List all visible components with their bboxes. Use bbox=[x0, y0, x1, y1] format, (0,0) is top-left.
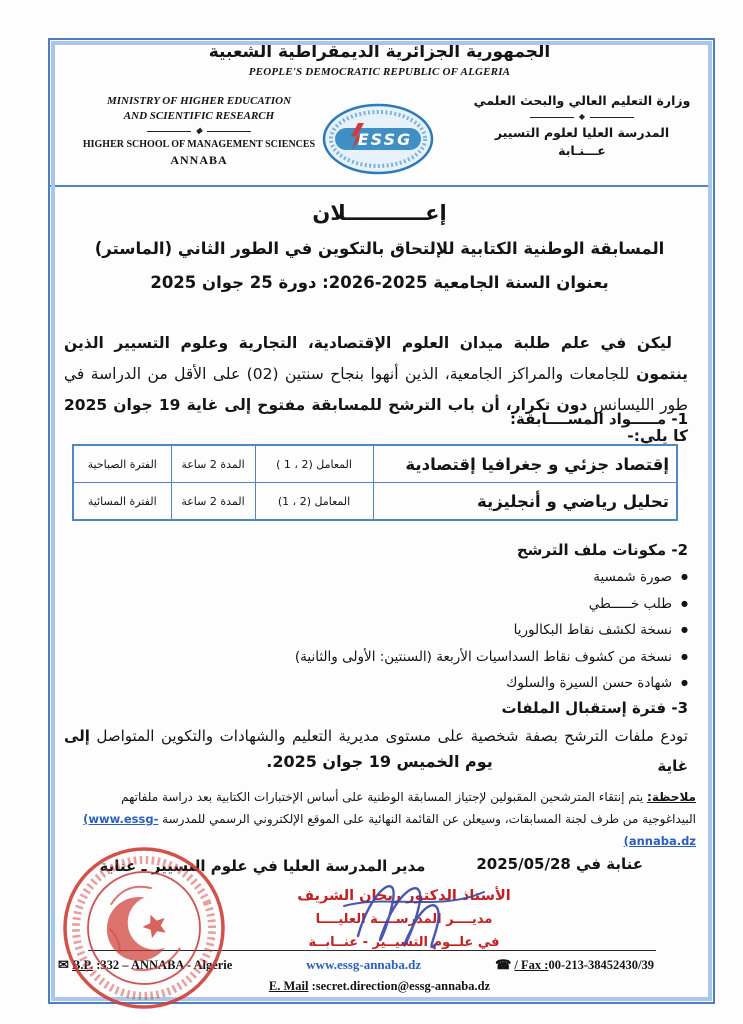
list-item-text: نسخة من كشوف نقاط السداسيات الأربعة (السنتين: الأولى والثانية) bbox=[294, 648, 673, 665]
handwritten-signature bbox=[338, 862, 490, 974]
bullet-icon: ● bbox=[681, 625, 688, 634]
fax-number: 00-213-38452430/39 bbox=[548, 958, 654, 972]
diamond-icon: ◆ bbox=[578, 112, 586, 121]
coefficient-cell: المعامل (2 ، 1 ) bbox=[255, 445, 373, 483]
period-cell: الفترة المسائية bbox=[73, 483, 171, 521]
city-arabic: عـــنـابة bbox=[558, 143, 606, 158]
email-address[interactable]: :secret.direction@essg-annaba.dz bbox=[308, 979, 491, 993]
announcement-title: إعـــــــــــلان bbox=[312, 201, 447, 225]
logo-text: ESSG bbox=[357, 130, 413, 149]
note-label: ملاحظة: bbox=[647, 790, 696, 804]
website-link-part2[interactable]: (annaba.dz bbox=[623, 834, 696, 848]
list-item-text: نسخة لكشف نقاط البكالوريا bbox=[513, 622, 673, 638]
director-title: مدير المدرسة العليا في علوم التسيير ـ عنابة bbox=[99, 857, 426, 875]
official-round-stamp bbox=[52, 838, 236, 1014]
school-name-english: HIGHER SCHOOL OF MANAGEMENT SCIENCES bbox=[82, 139, 316, 150]
bp-value: :332 – ANNABA - Algérie bbox=[93, 958, 233, 972]
director-role-2: في علــوم التسيــير - عنــابــة bbox=[308, 935, 500, 950]
director-role-1: مديــــر المدرســــة العليــــا bbox=[315, 912, 493, 927]
coefficient-cell: المعامل (2 ، 1) bbox=[255, 483, 373, 521]
mail-icon: ✉ bbox=[58, 957, 69, 972]
announcement-subtitle: المسابقة الوطنية الكتابية للإلتحاق بالتكوين في الطور الثاني (الماستر) bbox=[94, 239, 665, 258]
subject-cell: تحليل رياضي و أنجليزية bbox=[373, 483, 677, 521]
session-prefix: بعنوان السنة الجامعية bbox=[427, 273, 609, 292]
reception-text: تودع ملفات الترشح بصفة شخصية على مستوى مديرية التعليم والشهادات والتكوين المتواصل bbox=[89, 727, 688, 745]
diamond-icon: ◆ bbox=[195, 126, 203, 135]
fax-label: / Fax : bbox=[514, 958, 549, 972]
bullet-icon: ● bbox=[681, 598, 688, 608]
school-name-arabic: المدرسة العليا لعلوم التسيير bbox=[494, 125, 670, 140]
date-line: عنابة في 2025/05/28 bbox=[476, 855, 643, 873]
director-name: الأستاذ الدكتور ريحان الشريف bbox=[297, 888, 511, 904]
bullet-icon: ● bbox=[681, 651, 688, 661]
city-english: ANNABA bbox=[170, 153, 228, 167]
deadline-line: يوم الخميس 19 جوان 2025. bbox=[266, 752, 493, 771]
list-item-text: صورة شمسية bbox=[593, 569, 673, 585]
duration-cell: المدة 2 ساعة bbox=[171, 445, 255, 483]
dossier-heading: 2- مكونات ملف الترشح bbox=[516, 541, 688, 559]
ministry-en-line1: MINISTRY OF HIGHER EDUCATION bbox=[106, 95, 292, 107]
phone-icon: ☎ bbox=[495, 957, 512, 972]
subject-cell: إقتصاد جزئي و جغرافيا إقتصادية bbox=[373, 445, 677, 483]
table-row bbox=[73, 483, 677, 521]
intro-bold-lead: ليكن في علم طلبة ميدان العلوم الإقتصادية، التجارية وعلوم التسيير الذين ينتمون bbox=[64, 333, 688, 383]
ministry-arabic: وزارة التعليم العالي والبحث العلمي bbox=[473, 93, 691, 108]
period-cell: الفترة الصباحية bbox=[73, 445, 171, 483]
session-suffix: : دورة 25 جوان 2025 bbox=[150, 273, 329, 292]
duration-cell: المدة 2 ساعة bbox=[171, 483, 255, 521]
table-row bbox=[73, 445, 677, 483]
list-item-text: شهادة حسن السيرة والسلوك bbox=[506, 675, 673, 691]
ministry-en-line2: AND SCIENTIFIC RESEARCH bbox=[123, 110, 275, 122]
intro-normal: للجامعات والمراكز الجامعية، الذين أنهوا بنجاح سنتين (02) على الأقل من الدراسة في طور الليسانس bbox=[64, 364, 688, 414]
note-text-2: البيداغوجية من طرف لجنة المسابقات، وسيعلن عن القائمة النهائية على الموقع الإلكتروني الرسمي للمدرسة bbox=[158, 812, 696, 826]
reception-text-bold: إلى غاية bbox=[64, 727, 688, 775]
intro-bold-tail: دون تكرار، أن باب الترشح للمسابقة مفتوح إلى غاية 19 جوان 2025 كا يلي:- bbox=[64, 395, 688, 445]
list-item-text: طلب خـــــطي bbox=[588, 595, 673, 612]
subjects-table bbox=[72, 444, 678, 521]
session-years: 2026-2025 bbox=[328, 273, 428, 292]
bp-label: B.P. bbox=[72, 958, 94, 972]
subjects-heading: 1- مـــــواد المســــابقة: bbox=[509, 410, 688, 428]
bullet-icon: ● bbox=[681, 678, 688, 687]
email-label: E. Mail bbox=[268, 979, 309, 993]
website-footer-link[interactable]: www.essg-annaba.dz bbox=[306, 957, 422, 972]
republic-title-arabic: الجمهورية الجزائرية الديمقراطية الشعبية bbox=[208, 42, 551, 62]
republic-title-english: PEOPLE'S DEMOCRATIC REPUBLIC OF ALGERIA bbox=[248, 66, 511, 78]
note-text-1: يتم إنتقاء المترشحين المقبولين لإجتياز المسابقة الوطنية على أساس الإختبارات الكتابية بعد دراسة ملفاتهم bbox=[121, 790, 648, 804]
reception-heading: 3- فترة إستقبال الملفات bbox=[501, 699, 688, 717]
bullet-icon: ● bbox=[681, 572, 688, 581]
website-link-part1[interactable]: (www.essg- bbox=[83, 812, 159, 826]
